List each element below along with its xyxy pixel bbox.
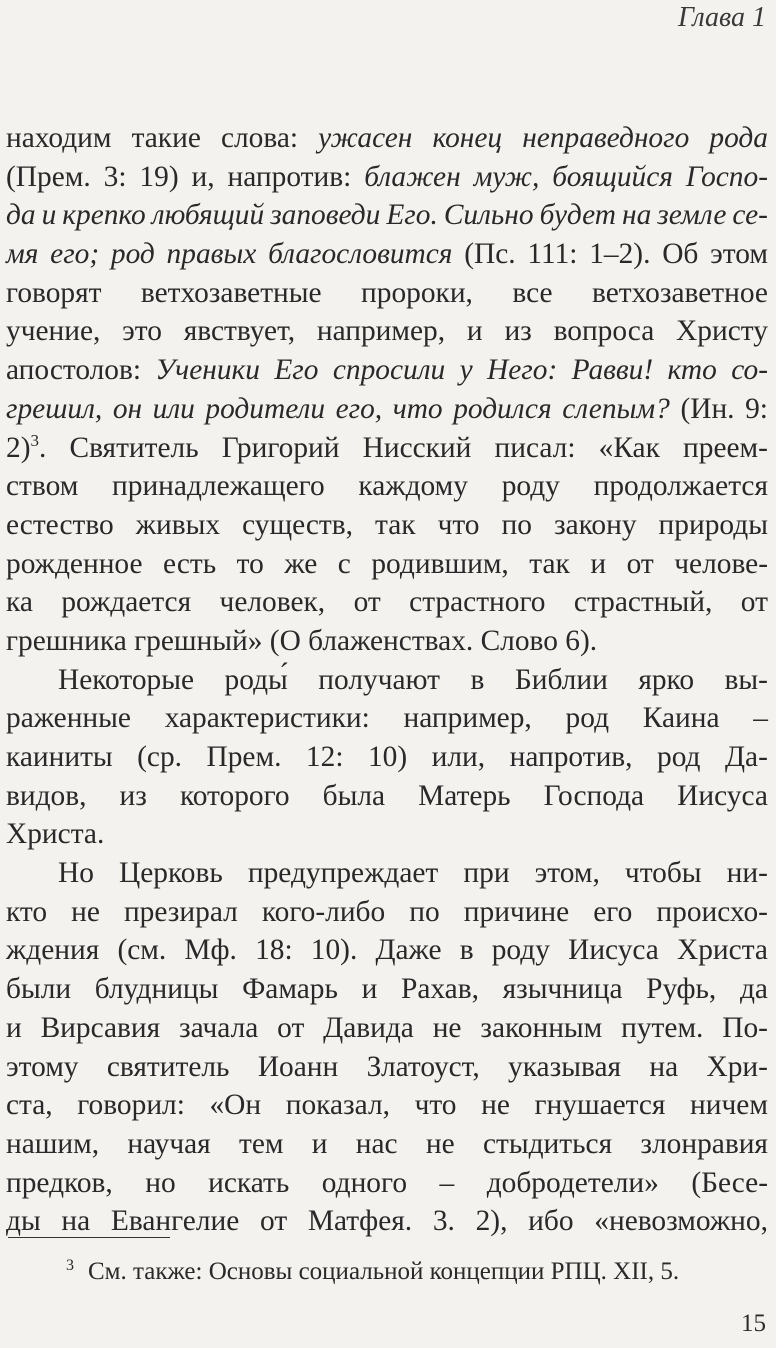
- text-line: ством принадлежащего каждому роду продолжается: [6, 470, 768, 503]
- footnote-ref: 3: [30, 430, 39, 450]
- text-line: предков, но искать одного – добродетели» (Бесе-: [6, 1166, 768, 1199]
- footnote: [66, 1258, 766, 1286]
- text-line: грешил, он или родители его, что родился слепым? (Ин. 9:: [6, 392, 768, 425]
- text-line: 2)$^3$. Святитель Григорий Нисский писал: «Как преем-: [6, 430, 768, 464]
- text-line: этому святитель Иоанн Златоуст, указывая на Хри-: [6, 1050, 768, 1083]
- paragraph-start: Некоторые роды́ получают в Библии ярко вы-: [58, 663, 768, 696]
- text-line: говорят ветхозаветные пророки, все ветхозаветное: [6, 276, 768, 309]
- paragraph-start: Но Церковь предупреждает при этом, чтобы ни-: [58, 857, 768, 890]
- page-number: 15: [741, 1310, 766, 1337]
- text-line: кто не презирал кого-либо по причине его происхо-: [6, 895, 768, 928]
- text-line: грешника грешный» (О блаженствах. Слово 6).: [6, 624, 598, 657]
- footnote-divider: [8, 1237, 170, 1238]
- text-line: ста, говорил: «Он показал, что не гнушается ничем: [6, 1089, 768, 1122]
- text-line: ждения (см. Мф. 18: 10). Даже в роду Иисуса Христа: [6, 934, 768, 967]
- text-line: рожденное есть то же с родившим, так и от челове-: [6, 547, 768, 580]
- text-line: и Вирсавия зачала от Давида не законным путем. По-: [6, 1011, 768, 1044]
- text-line: да и крепко любящий заповеди Его. Сильно будет на земле се-: [6, 199, 768, 232]
- text-line: естество живых существ, так что по закону природы: [6, 508, 768, 541]
- text-line: учение, это явствует, например, и из вопроса Христу: [6, 315, 768, 348]
- text-line: видов, из которого была Матерь Господа Иисуса: [6, 779, 768, 812]
- text-line: каиниты (ср. Прем. 12: 10) или, напротив, род Да-: [6, 741, 768, 773]
- running-header: Глава 1: [678, 2, 766, 33]
- footnote-text: См. также: Основы социальной концепции РПЦ. XII, 5.: [88, 1258, 680, 1285]
- text-line: были блудницы Фамарь и Рахав, язычница Руфь, да: [6, 973, 768, 1006]
- text-line: мя его; род правых благословится (Пс. 111: 1–2). Об этом: [6, 238, 768, 271]
- footnote-marker: 3: [66, 1256, 74, 1274]
- text-line: апостолов: Ученики Его спросили у Него: Равви! кто со-: [6, 354, 768, 387]
- text-line: раженные характеристики: например, род Каина –: [6, 702, 768, 735]
- text-line: нашим, научая тем и нас не стыдиться злонравия: [6, 1127, 768, 1160]
- text-line: (Прем. 3: 19) и, напротив: блажен муж, боящийся Госпо-: [6, 160, 768, 193]
- main-text: [6, 119, 768, 1241]
- text-line: Христа.: [6, 818, 105, 851]
- text-line: находим такие слова: ужасен конец неправедного рода: [6, 122, 768, 154]
- text-line: ка рождается человек, от страстного страстный, от: [6, 586, 768, 619]
- text-line: ды на Евангелие от Матфея. 3. 2), ибо «невозможно,: [6, 1205, 768, 1238]
